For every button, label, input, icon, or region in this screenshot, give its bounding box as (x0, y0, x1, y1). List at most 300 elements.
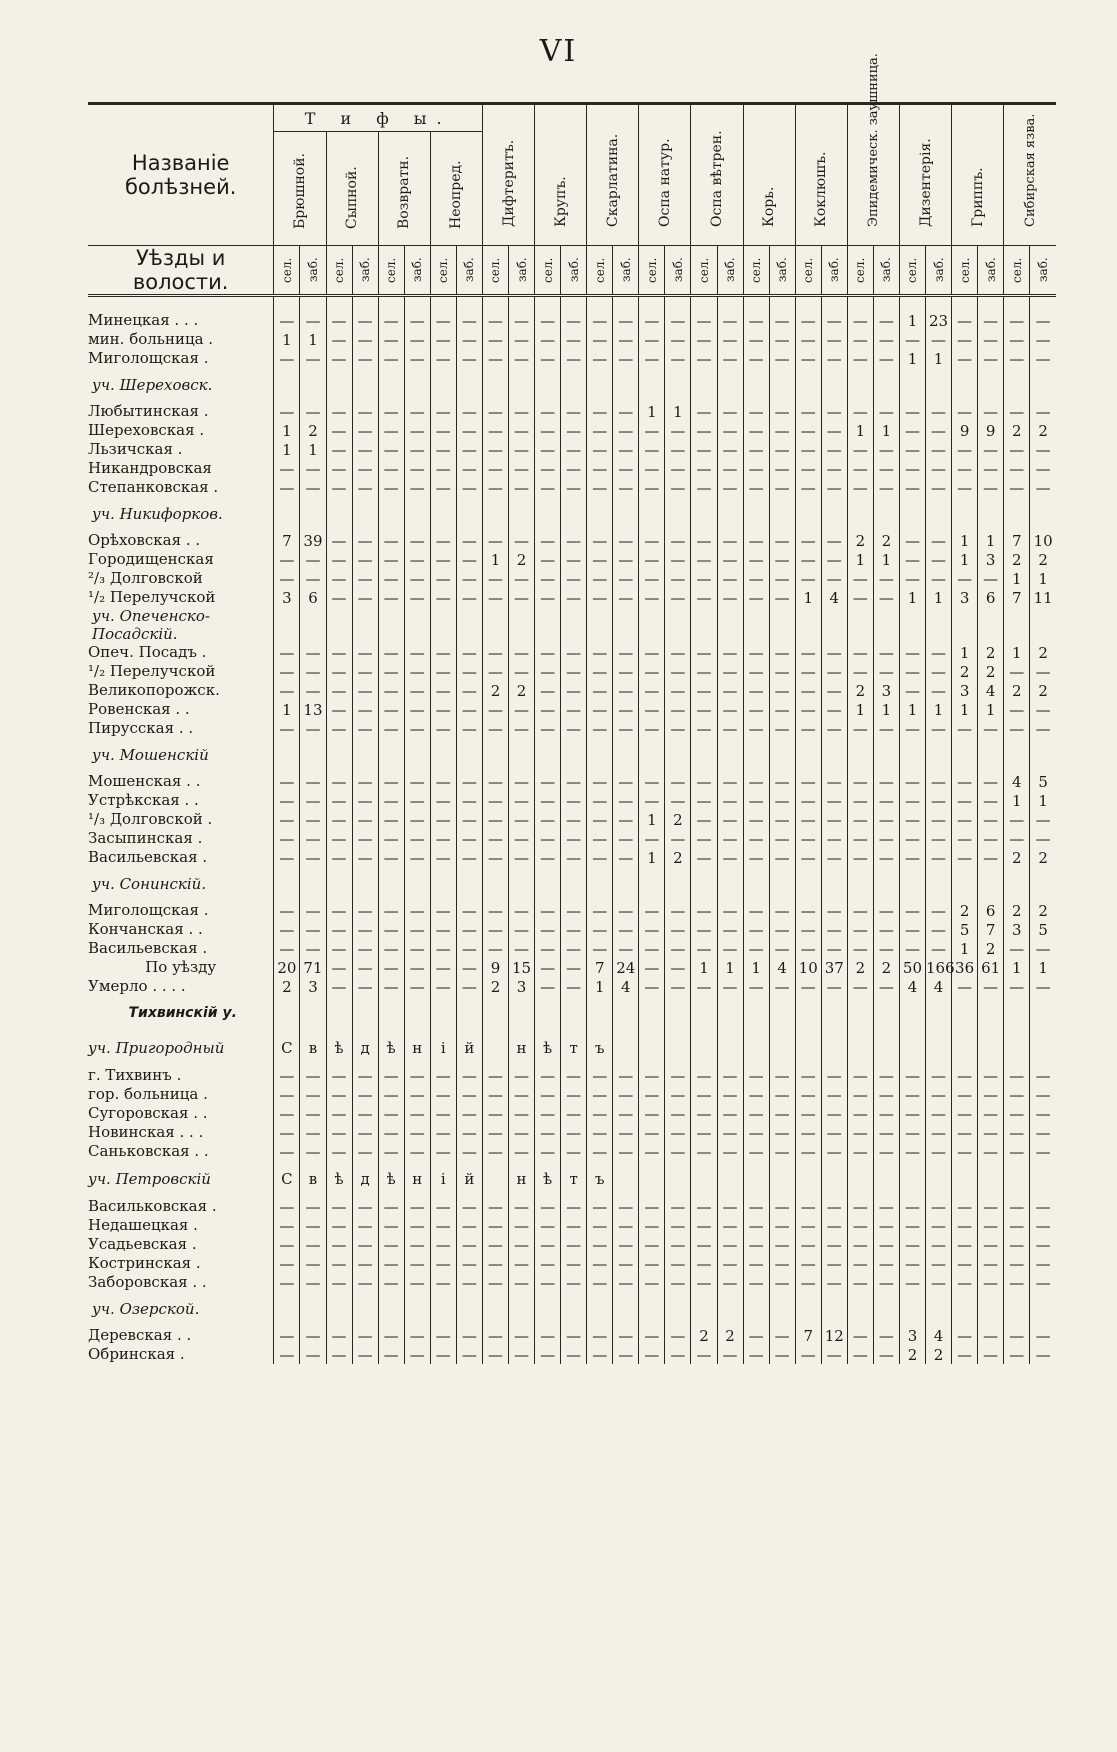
empty-cell (613, 607, 639, 643)
header-sub-sel (482, 246, 508, 296)
row-label: Ровенская . . (88, 700, 190, 718)
empty-cell (1030, 996, 1056, 1030)
value-cell: — (795, 330, 821, 349)
value-cell: — (769, 1085, 795, 1104)
value-cell: 2 (1004, 421, 1030, 440)
value-cell: — (509, 459, 535, 478)
value-cell: — (326, 848, 352, 867)
value-cell: — (430, 1142, 456, 1161)
value-cell: 4 (926, 977, 952, 996)
row-label: Сугоровская . . (88, 1104, 208, 1122)
table-row (88, 681, 1056, 700)
value-cell: — (795, 459, 821, 478)
value-cell: — (378, 1142, 404, 1161)
value-cell: — (274, 1066, 300, 1085)
value-cell: — (821, 569, 847, 588)
value-cell: — (456, 478, 482, 497)
value-cell: — (769, 1142, 795, 1161)
value-cell: 36 (952, 958, 978, 977)
value-cell: — (717, 662, 743, 681)
value-cell: — (873, 1142, 899, 1161)
value-cell: — (378, 1345, 404, 1364)
value-cell: 24 (613, 958, 639, 977)
value-cell: 1 (899, 311, 925, 330)
empty-cell (352, 607, 378, 643)
value-cell: 7 (795, 1326, 821, 1345)
value-cell: — (952, 1123, 978, 1142)
value-cell: — (795, 901, 821, 920)
value-cell: — (899, 829, 925, 848)
value-cell: — (613, 939, 639, 958)
value-cell: — (639, 311, 665, 330)
empty-cell (1004, 738, 1030, 772)
value-cell: — (769, 1235, 795, 1254)
header-col-9 (743, 104, 795, 246)
value-cell: — (717, 459, 743, 478)
empty-cell (378, 738, 404, 772)
spacer-row (88, 296, 1056, 312)
note-letter (1004, 1161, 1030, 1197)
header-col-8 (691, 104, 743, 246)
value-cell: — (639, 1273, 665, 1292)
value-cell: — (665, 1066, 691, 1085)
header-sub-label: заб. (879, 257, 894, 283)
value-cell: — (456, 1123, 482, 1142)
value-cell: — (352, 569, 378, 588)
empty-cell (1030, 497, 1056, 531)
empty-cell (926, 738, 952, 772)
note-letter (847, 1030, 873, 1066)
value-cell: 1 (1004, 643, 1030, 662)
value-cell: — (821, 1066, 847, 1085)
value-cell: 1 (1030, 569, 1056, 588)
empty-cell (978, 738, 1004, 772)
value-cell: — (535, 531, 561, 550)
value-cell: — (717, 311, 743, 330)
value-cell: 7 (1004, 531, 1030, 550)
empty-cell (613, 867, 639, 901)
value-cell: — (873, 977, 899, 996)
value-cell: — (743, 700, 769, 719)
value-cell: — (404, 588, 430, 607)
value-cell: — (535, 588, 561, 607)
value-cell: — (743, 939, 769, 958)
value-cell: — (978, 1104, 1004, 1123)
value-cell: — (899, 531, 925, 550)
header-col-label: Крупъ. (552, 176, 569, 227)
value-cell: 1 (274, 440, 300, 459)
value-cell: — (509, 569, 535, 588)
value-cell: — (952, 1216, 978, 1235)
value-cell: — (430, 569, 456, 588)
header-sub-label: заб. (723, 257, 738, 283)
value-cell: — (691, 719, 717, 738)
value-cell: — (847, 1197, 873, 1216)
section-row (88, 867, 1056, 901)
row-label: По уѣзду (145, 958, 217, 976)
value-cell: — (482, 829, 508, 848)
table-row (88, 1235, 1056, 1254)
value-cell: — (352, 829, 378, 848)
empty-cell (978, 867, 1004, 901)
value-cell: — (587, 1273, 613, 1292)
value-cell: — (274, 550, 300, 569)
value-cell: — (717, 1142, 743, 1161)
value-cell: 1 (743, 958, 769, 977)
value-cell: — (300, 681, 326, 700)
total-row (88, 958, 1056, 977)
value-cell: — (404, 1123, 430, 1142)
value-cell: — (847, 349, 873, 368)
value-cell: — (430, 1197, 456, 1216)
empty-cell (561, 738, 587, 772)
note-letter: в (300, 1161, 326, 1197)
value-cell: — (587, 569, 613, 588)
value-cell: — (430, 330, 456, 349)
empty-cell (482, 996, 508, 1030)
value-cell: — (561, 402, 587, 421)
value-cell: — (535, 330, 561, 349)
empty-cell (378, 867, 404, 901)
value-cell: — (899, 920, 925, 939)
note-letter (952, 1161, 978, 1197)
value-cell: — (926, 1197, 952, 1216)
value-cell: 7 (587, 958, 613, 977)
value-cell: — (899, 421, 925, 440)
empty-cell (378, 368, 404, 402)
value-cell: — (352, 901, 378, 920)
value-cell: — (1030, 1142, 1056, 1161)
page-number: VI (539, 34, 578, 69)
empty-cell (978, 368, 1004, 402)
value-cell: — (926, 402, 952, 421)
value-cell: — (352, 643, 378, 662)
value-cell: — (926, 810, 952, 829)
value-cell: — (482, 330, 508, 349)
note-letter: д (352, 1030, 378, 1066)
value-cell: — (795, 643, 821, 662)
value-cell: — (665, 311, 691, 330)
value-cell: — (769, 588, 795, 607)
value-cell: — (873, 569, 899, 588)
value-cell: — (587, 531, 613, 550)
empty-cell (352, 368, 378, 402)
value-cell: — (378, 848, 404, 867)
row-label: Великопорожск. (88, 681, 220, 699)
value-cell: — (535, 569, 561, 588)
value-cell: — (430, 1273, 456, 1292)
value-cell: — (952, 459, 978, 478)
value-cell: — (587, 330, 613, 349)
value-cell: — (821, 920, 847, 939)
value-cell: — (404, 550, 430, 569)
value-cell: — (404, 1085, 430, 1104)
value-cell: — (821, 700, 847, 719)
value-cell: — (795, 1254, 821, 1273)
value-cell: — (613, 920, 639, 939)
value-cell: — (561, 478, 587, 497)
value-cell: — (404, 700, 430, 719)
header-col-1 (326, 132, 378, 246)
value-cell: — (404, 311, 430, 330)
value-cell: — (587, 311, 613, 330)
header-sub-label: сел. (644, 257, 659, 283)
empty-cell (300, 738, 326, 772)
empty-cell (639, 867, 665, 901)
value-cell: 1 (952, 643, 978, 662)
value-cell: — (352, 1254, 378, 1273)
empty-cell (561, 1292, 587, 1326)
value-cell: — (821, 939, 847, 958)
note-letter: ѣ (378, 1161, 404, 1197)
value-cell: — (899, 569, 925, 588)
section-row (88, 996, 1056, 1030)
value-cell: — (1030, 459, 1056, 478)
value-cell: — (587, 829, 613, 848)
value-cell: — (535, 700, 561, 719)
empty-cell (717, 497, 743, 531)
value-cell: — (926, 1235, 952, 1254)
value-cell: — (587, 478, 613, 497)
table-row (88, 478, 1056, 497)
value-cell: — (639, 939, 665, 958)
value-cell: 2 (691, 1326, 717, 1345)
value-cell: — (795, 939, 821, 958)
value-cell: — (1004, 1142, 1030, 1161)
empty-cell (430, 497, 456, 531)
header-row-names (88, 104, 1056, 132)
value-cell: — (847, 1216, 873, 1235)
value-cell: — (456, 531, 482, 550)
value-cell: — (587, 550, 613, 569)
value-cell: 2 (1030, 901, 1056, 920)
note-letter: й (456, 1030, 482, 1066)
value-cell: — (274, 810, 300, 829)
empty-cell (561, 497, 587, 531)
value-cell: — (899, 810, 925, 829)
value-cell: — (691, 421, 717, 440)
value-cell: — (1004, 1085, 1030, 1104)
value-cell: — (509, 421, 535, 440)
value-cell: — (717, 1197, 743, 1216)
district-heading: уч. Шереховск. (92, 375, 213, 394)
value-cell: — (821, 643, 847, 662)
value-cell: — (952, 569, 978, 588)
empty-cell (952, 607, 978, 643)
value-cell: — (430, 402, 456, 421)
value-cell: — (899, 1235, 925, 1254)
empty-cell (821, 497, 847, 531)
value-cell: 1 (899, 588, 925, 607)
value-cell: 1 (274, 700, 300, 719)
value-cell: — (873, 920, 899, 939)
header-col-label: Дизентерія. (917, 138, 934, 227)
empty-cell (1004, 996, 1030, 1030)
empty-cell (873, 607, 899, 643)
empty-cell (769, 607, 795, 643)
value-cell: — (952, 719, 978, 738)
value-cell: — (613, 1142, 639, 1161)
empty-cell (952, 867, 978, 901)
value-cell: — (326, 901, 352, 920)
value-cell: — (665, 569, 691, 588)
spacer-cell (639, 296, 665, 312)
value-cell: — (691, 569, 717, 588)
value-cell: — (1004, 440, 1030, 459)
value-cell: — (665, 829, 691, 848)
value-cell: — (404, 662, 430, 681)
value-cell: — (482, 848, 508, 867)
row-label: Заборовская . . (88, 1273, 207, 1291)
value-cell: — (561, 700, 587, 719)
value-cell: — (561, 421, 587, 440)
value-cell: — (535, 681, 561, 700)
empty-cell (300, 368, 326, 402)
value-cell: — (587, 421, 613, 440)
value-cell: — (456, 1066, 482, 1085)
value-cell: — (509, 791, 535, 810)
header-sub-zab (926, 246, 952, 296)
value-cell: — (561, 1066, 587, 1085)
empty-cell (821, 738, 847, 772)
empty-cell (1030, 738, 1056, 772)
section-row (88, 497, 1056, 531)
empty-cell (926, 867, 952, 901)
value-cell: — (456, 643, 482, 662)
value-cell: — (535, 311, 561, 330)
value-cell: — (1030, 700, 1056, 719)
header-col-label: Эпидемическ. заушница. (865, 53, 881, 227)
value-cell: — (274, 772, 300, 791)
value-cell: — (561, 772, 587, 791)
header-sub-label: сел. (436, 257, 451, 283)
value-cell: — (613, 478, 639, 497)
value-cell: — (378, 810, 404, 829)
value-cell: 1 (665, 402, 691, 421)
value-cell: — (769, 1123, 795, 1142)
value-cell: — (613, 402, 639, 421)
value-cell: — (899, 719, 925, 738)
value-cell: — (613, 1273, 639, 1292)
value-cell: — (873, 810, 899, 829)
value-cell: — (952, 1254, 978, 1273)
value-cell: 2 (1004, 901, 1030, 920)
note-letter (482, 1161, 508, 1197)
empty-cell (665, 607, 691, 643)
note-letter: й (456, 1161, 482, 1197)
value-cell: — (769, 440, 795, 459)
empty-cell (300, 607, 326, 643)
value-cell: 1 (639, 810, 665, 829)
value-cell: 2 (926, 1345, 952, 1364)
empty-cell (717, 996, 743, 1030)
value-cell: — (1004, 478, 1030, 497)
value-cell: — (352, 772, 378, 791)
value-cell: — (821, 1104, 847, 1123)
value-cell: — (717, 920, 743, 939)
empty-cell (665, 996, 691, 1030)
value-cell: 4 (926, 1326, 952, 1345)
value-cell: — (926, 920, 952, 939)
value-cell: — (665, 550, 691, 569)
value-cell: — (639, 531, 665, 550)
table-row (88, 550, 1056, 569)
value-cell: — (978, 1123, 1004, 1142)
value-cell: — (665, 459, 691, 478)
value-cell: — (769, 791, 795, 810)
value-cell: — (561, 1142, 587, 1161)
value-cell: — (743, 643, 769, 662)
note-letter: ъ (587, 1030, 613, 1066)
value-cell: — (899, 478, 925, 497)
value-cell: — (561, 848, 587, 867)
value-cell: — (795, 772, 821, 791)
value-cell: — (795, 920, 821, 939)
table-row (88, 1216, 1056, 1235)
district-heading: уч. Мошенскій (92, 745, 209, 764)
value-cell: — (587, 772, 613, 791)
value-cell: — (743, 662, 769, 681)
value-cell: — (482, 662, 508, 681)
note-letter: С (274, 1161, 300, 1197)
value-cell: — (717, 643, 743, 662)
value-cell: — (352, 459, 378, 478)
value-cell: — (509, 719, 535, 738)
empty-cell (873, 497, 899, 531)
empty-cell (899, 996, 925, 1030)
value-cell: — (561, 958, 587, 977)
value-cell: — (1004, 1345, 1030, 1364)
note-letter (717, 1030, 743, 1066)
empty-cell (978, 607, 1004, 643)
note-letter (613, 1161, 639, 1197)
empty-cell (1004, 1292, 1030, 1326)
empty-cell (1030, 607, 1056, 643)
note-letter (873, 1161, 899, 1197)
value-cell: — (743, 550, 769, 569)
value-cell: — (847, 569, 873, 588)
value-cell: — (873, 1326, 899, 1345)
value-cell: — (795, 810, 821, 829)
value-cell: — (326, 1142, 352, 1161)
value-cell: — (1030, 1216, 1056, 1235)
value-cell: — (378, 440, 404, 459)
value-cell: — (613, 772, 639, 791)
empty-cell (482, 738, 508, 772)
value-cell: — (430, 531, 456, 550)
note-letter: ѣ (378, 1030, 404, 1066)
header-sub-sel (795, 246, 821, 296)
value-cell: — (821, 901, 847, 920)
value-cell: — (899, 1142, 925, 1161)
table-row (88, 810, 1056, 829)
empty-cell (587, 1292, 613, 1326)
spacer-cell (795, 296, 821, 312)
value-cell: — (926, 939, 952, 958)
header-sub-zab (456, 246, 482, 296)
header-col-7 (639, 104, 691, 246)
value-cell: — (952, 791, 978, 810)
value-cell: 2 (978, 643, 1004, 662)
value-cell: — (535, 1273, 561, 1292)
value-cell: — (952, 1235, 978, 1254)
value-cell: — (769, 330, 795, 349)
value-cell: — (769, 1273, 795, 1292)
value-cell: — (509, 643, 535, 662)
value-cell: — (665, 700, 691, 719)
value-cell: — (743, 772, 769, 791)
disease-table-sheet (88, 53, 1056, 1364)
